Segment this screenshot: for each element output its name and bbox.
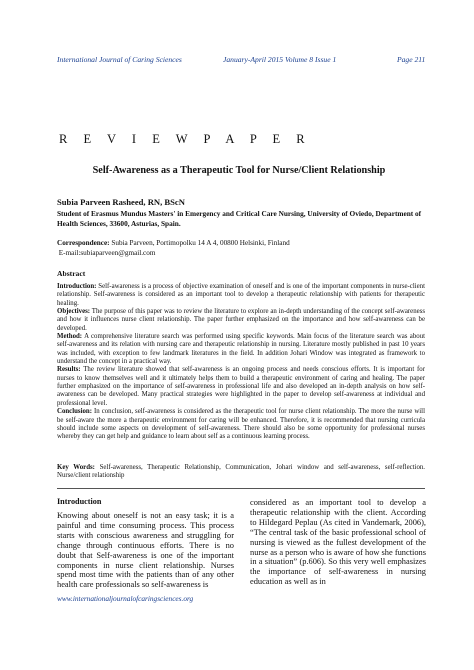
abstract-introduction-text: Self-awareness is a process of objective examination of oneself and is one of the important components in nurse-client relationship. Self-awareness is considered as an important tool to develop a therapeutic relationship with patients for therapeutic healing. — [57, 283, 425, 307]
author-name: Subia Parveen Rasheed, RN, BScN — [57, 197, 185, 207]
abstract-conclusion — [57, 408, 425, 441]
section-divider — [57, 488, 425, 489]
correspondence-email: E-mail:subiaparveen@gmail.com — [58, 248, 156, 257]
section-label: R E V I E W P A P E R — [59, 132, 312, 146]
introduction-right-column: considered as an important tool to develop a therapeutic relationship with the client. According to Hildegard Peplau (As cited in Vandemark, 2006), “The central task of the basic professional school of nursing is viewed as the fullest development of the nurse as a person who is aware of how she functions in a situation” (p.606). So this very well emphasizes the importance of self-awareness in nursing education as well as in — [250, 498, 426, 587]
running-header — [57, 55, 442, 67]
keywords-text: Self-awareness, Therapeutic Relationship, Communication, Johari window and self-awareness, self-reflection. Nurse/client relationship — [57, 464, 425, 480]
abstract-results-text: The review literature showed that self-awareness is an ongoing process and needs conscious efforts. It is important for nurses to know themselves well and it ultimately helps them to build a therapeutic environment of caring and healing. The paper further emphasized on the importance of self-awareness in professional life and also developed an in-depth analysis on how self-awareness can be developed. Many practical strategies were highlighted in the paper to develop self-awareness at individual and professional level. — [57, 366, 425, 407]
correspondence-label: Correspondence: — [57, 239, 110, 247]
author-affiliation: Student of Erasmus Mundus Masters' in Emergency and Critical Care Nursing, University of Oviedo, Department of Health Sciences, 33600, Asturias, Spain. — [57, 209, 422, 229]
page-number: Page 211 — [397, 55, 426, 64]
abstract-heading: Abstract — [57, 269, 86, 278]
abstract-body — [57, 283, 425, 442]
paper-title: Self-Awareness as a Therapeutic Tool for Nurse/Client Relationship — [92, 165, 386, 176]
journal-name: International Journal of Caring Sciences — [57, 55, 182, 64]
keywords — [57, 464, 425, 481]
abstract-conclusion-text: In conclusion, self-awareness is considered as the therapeutic tool for nurse client relationship. The more the nurse will be self-aware the more a therapeutic environment for caring will be enhanced. Therefore, it is recommended that nursing curricula should include some aspects on development of self-awareness. There should also be some opportunity for professional nurses whereby they can get help and guidance to learn about self as a continuous learning process. — [57, 408, 425, 441]
introduction-left-column: Knowing about oneself is not an easy task; it is a painful and time consuming process. This process starts with conscious awareness and struggling for change through continuous efforts. There is no doubt that Self-awareness is one of the important components in nurse client relationship. Nurses spend most time with the patients than of any other health care professionals so self-awareness is — [57, 511, 234, 590]
abstract-objectives-label: Objectives: — [57, 308, 91, 316]
abstract-conclusion-label: Conclusion: — [57, 408, 92, 416]
correspondence-address: Subia Parveen, Portimopolku 14 A 4, 00800 Helsinki, Finland — [109, 239, 290, 247]
introduction-heading: Introduction — [57, 497, 102, 506]
abstract-results-label: Results: — [57, 366, 81, 374]
abstract-method-label: Method: — [57, 333, 83, 341]
abstract-objectives — [57, 308, 425, 333]
abstract-results — [57, 366, 425, 408]
abstract-objectives-text: The purpose of this paper was to review the literature to explore an in-depth understanding of the concept self-awareness and how it influences nurse client relationship. The paper further emphasized on the importance and how self-awareness can be developed. — [57, 308, 425, 332]
keywords-label: Key Words: — [57, 464, 95, 471]
correspondence — [57, 239, 425, 258]
abstract-method — [57, 333, 425, 366]
footer-url[interactable]: www.internationaljournalofcaringsciences.org — [57, 594, 194, 603]
abstract-introduction-label: Introduction: — [57, 283, 97, 290]
issue-info: January-April 2015 Volume 8 Issue 1 — [223, 55, 337, 64]
abstract-introduction — [57, 283, 425, 308]
abstract-method-text: A comprehensive literature search was performed using specific keywords. Main focus of the literature search was about self-awareness and its relation with nursing care and therapeutic relationship in nursing. Literature mostly published in past 10 years was included, with exception to few landmark literatures in the field. In addition Johari Window was integrated as framework to understand the concept in a practical way. — [57, 333, 425, 366]
